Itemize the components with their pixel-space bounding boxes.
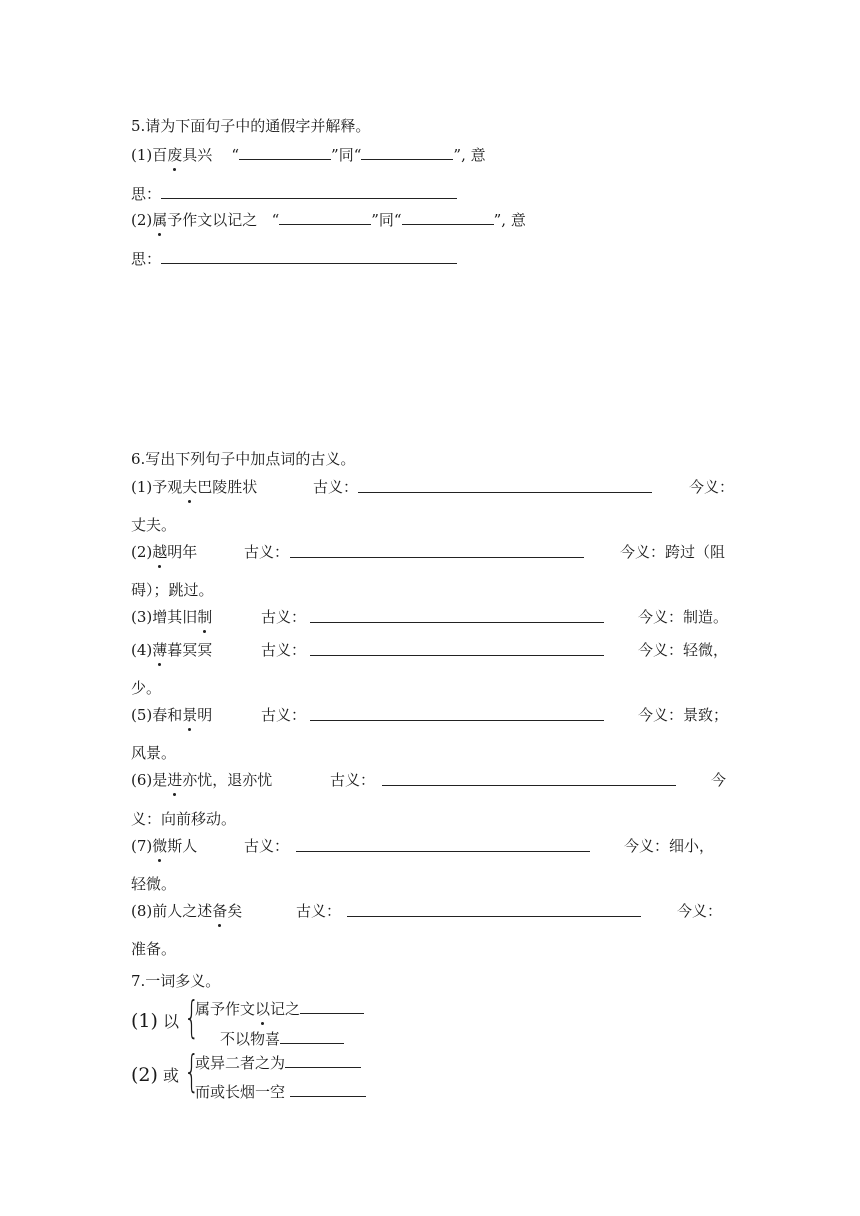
dotted-char: 夫	[182, 478, 198, 496]
answer-blank[interactable]	[279, 208, 371, 225]
q6-item-4-cont: 少。	[131, 679, 162, 697]
jin-label: 今义：制造。	[638, 608, 729, 626]
q7-group-2-label: (2) 或	[131, 1064, 180, 1086]
q5-item-1: (1)百废具兴 “ ”同“ ”, 意	[131, 143, 486, 166]
dotted-char: 属	[152, 211, 168, 229]
gu-label: 古义：	[261, 706, 307, 724]
q6-item-7: (7)微斯人	[131, 837, 198, 855]
gu-label: 古义：	[261, 641, 307, 659]
q7-group-2-b: 而或长烟一空	[195, 1080, 366, 1103]
q7-group-1-b: 不以物喜	[220, 1027, 344, 1050]
answer-blank[interactable]	[296, 835, 590, 852]
answer-blank[interactable]	[310, 704, 604, 721]
q6-item-5-cont: 风景。	[131, 744, 177, 762]
dotted-char: 越	[152, 543, 168, 561]
q7-group-1-a: 属予作文以记之	[195, 997, 364, 1020]
gu-label: 古义：	[244, 543, 290, 561]
answer-blank[interactable]	[402, 208, 494, 225]
jin-label: 今义：景致；	[638, 706, 729, 724]
gu-label: 古义：	[330, 771, 376, 789]
jin-label: 今义：	[689, 478, 735, 496]
answer-blank[interactable]	[382, 769, 676, 786]
q6-item-1-cont: 丈夫。	[131, 516, 177, 534]
answer-blank[interactable]	[310, 639, 604, 656]
answer-blank[interactable]	[310, 606, 604, 623]
answer-blank[interactable]	[347, 900, 641, 917]
q6-item-7-cont: 轻微。	[131, 875, 177, 893]
jin-label: 今	[711, 771, 727, 789]
q6-item-1: (1)予观夫巴陵胜状	[131, 478, 258, 496]
q7-title: 7.一词多义。	[131, 972, 221, 990]
q7-group-1-label: (1) 以	[131, 1010, 180, 1032]
dotted-char: 备	[212, 902, 228, 920]
q6-item-6: (6)是进亦忧，退亦忧	[131, 771, 273, 789]
answer-blank[interactable]	[161, 182, 457, 199]
dotted-char: 景	[182, 706, 198, 724]
q5-item-2: (2)属予作文以记之 “ ”同“ ”, 意	[131, 208, 526, 231]
answer-blank[interactable]	[290, 1080, 366, 1097]
q6-item-8: (8)前人之述备矣	[131, 902, 243, 920]
q5-item-2-meaning: 思：	[131, 247, 457, 270]
jin-label: 今义：轻微，	[638, 641, 729, 659]
q6-title: 6.写出下列句子中加点词的古义。	[131, 450, 356, 468]
jin-label: 今义：细小，	[624, 837, 715, 855]
dotted-char: 进	[167, 771, 183, 789]
q6-item-8-cont: 准备。	[131, 940, 177, 958]
answer-blank[interactable]	[300, 997, 364, 1014]
gu-label: 古义：	[296, 902, 342, 920]
answer-blank[interactable]	[239, 143, 331, 160]
answer-blank[interactable]	[285, 1051, 361, 1068]
jin-label: 今义：	[677, 902, 723, 920]
answer-blank[interactable]	[361, 143, 453, 160]
dotted-char: 以	[255, 1000, 271, 1018]
answer-blank[interactable]	[290, 541, 584, 558]
gu-label: 古义：	[244, 837, 290, 855]
q6-item-2-cont: 碍）；跳过。	[131, 581, 214, 599]
dotted-char: 制	[197, 608, 213, 626]
brace: {	[184, 1046, 200, 1097]
q6-item-6-cont: 义：向前移动。	[131, 810, 237, 828]
q6-item-4: (4)薄暮冥冥	[131, 641, 213, 659]
answer-blank[interactable]	[280, 1027, 344, 1044]
q6-item-5: (5)春和景明	[131, 706, 213, 724]
gu-label: 古义：	[313, 478, 359, 496]
q6-item-2: (2)越明年	[131, 543, 198, 561]
q5-item-1-meaning: 思：	[131, 182, 457, 205]
answer-blank[interactable]	[161, 247, 457, 264]
dotted-char: 废	[167, 146, 183, 164]
dotted-char: 薄	[152, 641, 168, 659]
q5-title: 5.请为下面句子中的通假字并解释。	[131, 117, 371, 135]
brace: {	[184, 992, 200, 1043]
q7-group-2-a: 或异二者之为	[195, 1051, 361, 1074]
jin-label: 今义：跨过（阻	[620, 543, 726, 561]
q6-item-3: (3)增其旧制	[131, 608, 213, 626]
answer-blank[interactable]	[358, 476, 652, 493]
dotted-char: 微	[152, 837, 168, 855]
gu-label: 古义：	[261, 608, 307, 626]
